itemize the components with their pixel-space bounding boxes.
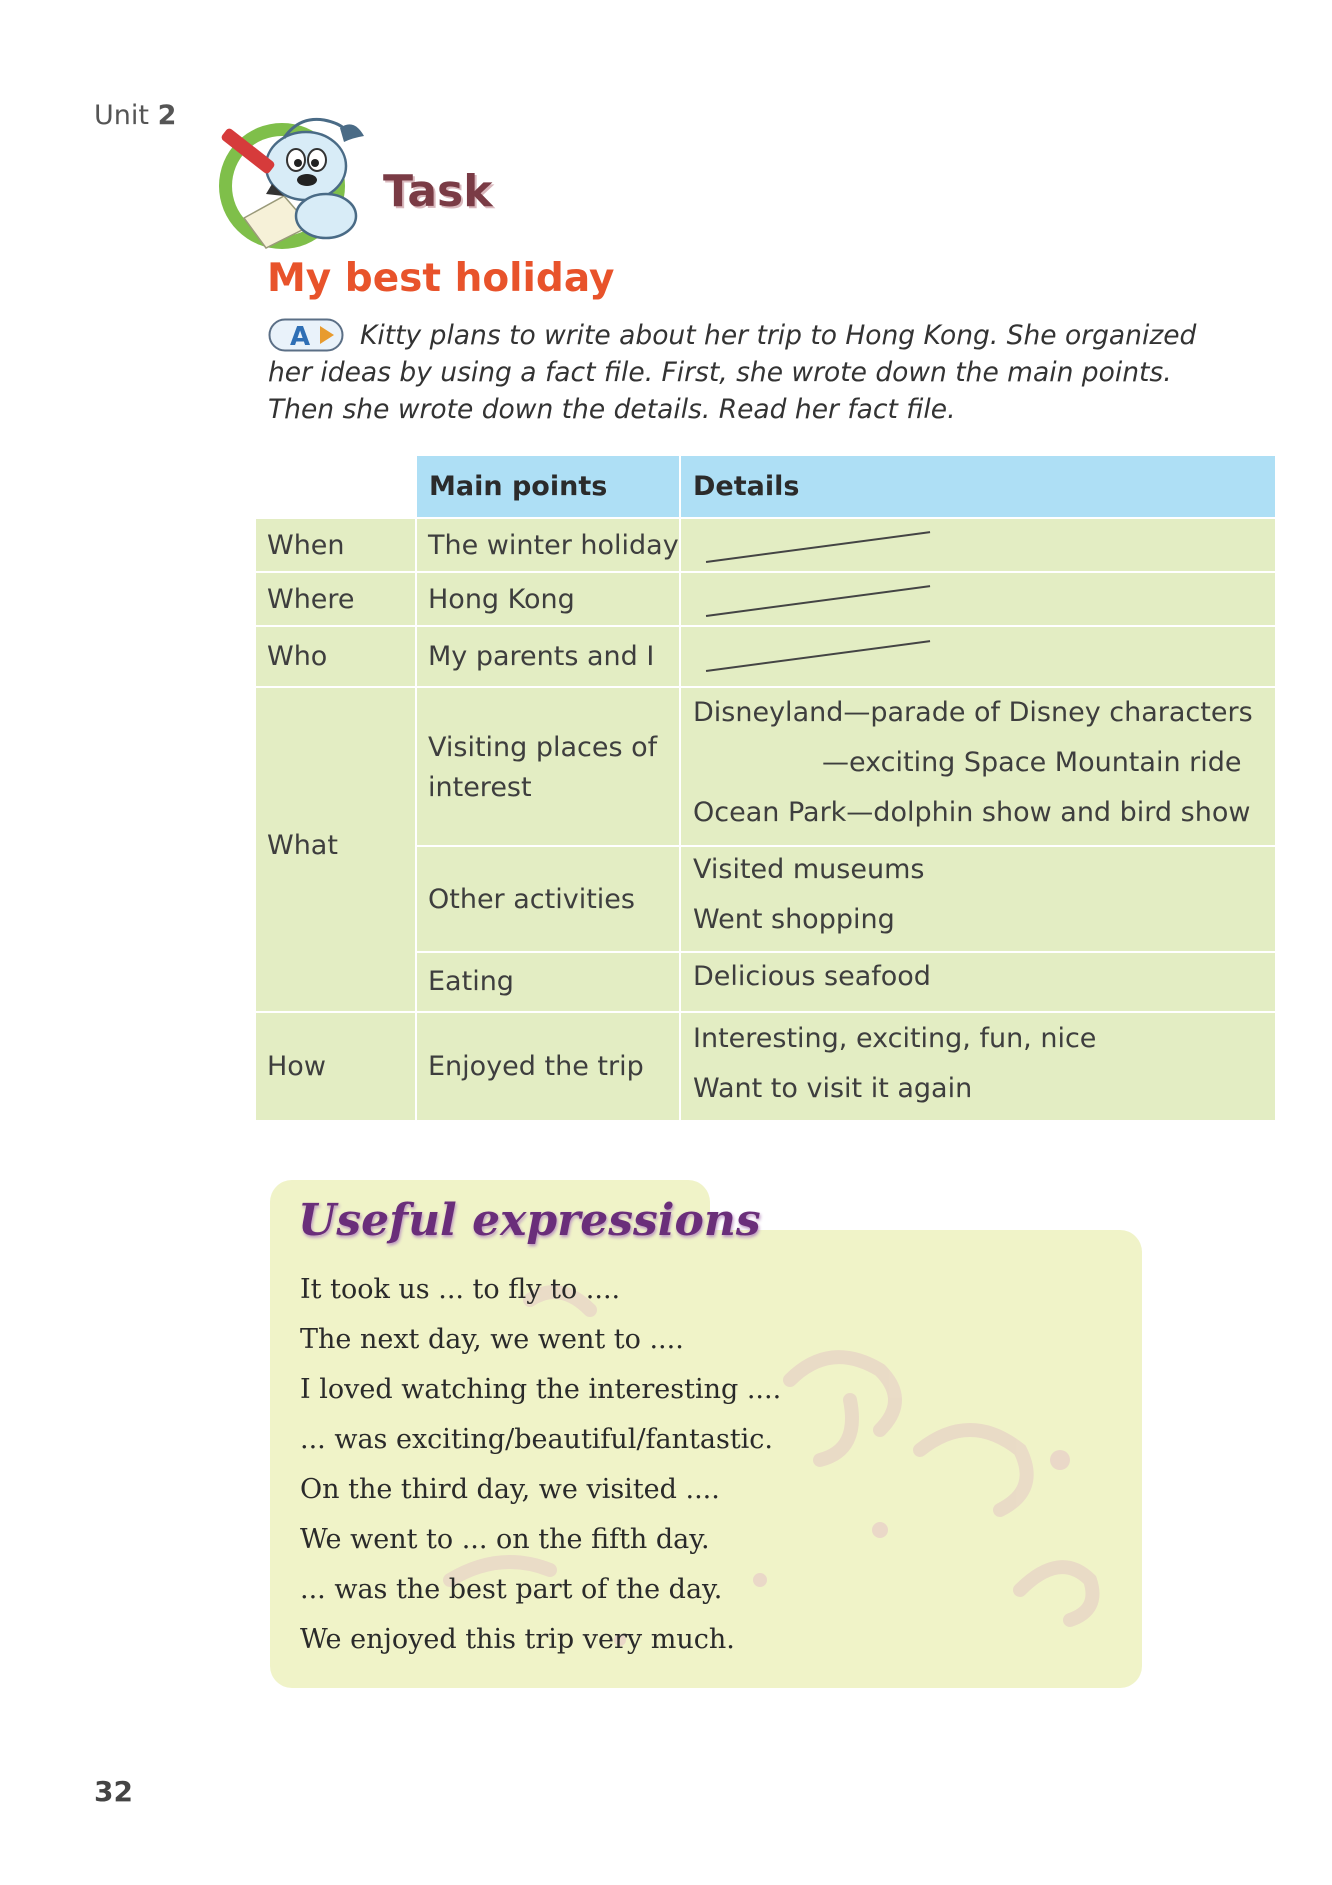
header-main-points: Main points xyxy=(417,456,679,517)
answer-line xyxy=(706,531,930,562)
main-when: The winter holiday xyxy=(417,519,679,571)
main-how: Enjoyed the trip xyxy=(417,1013,679,1120)
section-title: My best holiday xyxy=(267,256,615,301)
activity-letter: A xyxy=(290,322,311,352)
unit-word: Unit xyxy=(94,100,149,131)
intro-text: Kitty plans to write about her trip to Hong Kong. She organized her ideas by using a fact file. First, she wrote down the main points. Then she wrote down the details. Read her fact file. xyxy=(268,320,1197,425)
row-label-what: What xyxy=(256,688,415,1011)
details-who-blank xyxy=(681,627,1275,686)
header-details: Details xyxy=(681,456,1275,517)
expression-item: I loved watching the interesting .... xyxy=(300,1374,782,1405)
expression-item: ... was exciting/beautiful/fantastic. xyxy=(300,1424,774,1455)
expression-item: We enjoyed this trip very much. xyxy=(300,1624,735,1655)
row-label-where: Where xyxy=(256,573,415,625)
details-eating: Delicious seafood xyxy=(681,953,1275,1011)
main-where: Hong Kong xyxy=(417,573,679,625)
details-visiting-places: Disneyland—parade of Disney characters —exciting Space Mountain ride Ocean Park—dolphin show and bird show xyxy=(681,688,1275,845)
dog-mascot-icon xyxy=(214,108,374,253)
answer-line xyxy=(706,640,930,671)
expression-item: It took us ... to fly to .... xyxy=(300,1274,621,1305)
unit-label xyxy=(94,100,176,131)
details-how: Interesting, exciting, fun, nice Want to visit it again xyxy=(681,1013,1275,1120)
expression-item: The next day, we went to .... xyxy=(300,1324,684,1355)
details-other-activities: Visited museums Went shopping xyxy=(681,847,1275,951)
task-title: Task xyxy=(383,166,493,217)
details-when-blank xyxy=(681,519,1275,571)
main-other-activities: Other activities xyxy=(417,847,679,951)
fact-file-table xyxy=(256,456,1275,1120)
ocean-park: Ocean Park—dolphin show and bird show xyxy=(693,797,1251,828)
answer-line xyxy=(706,585,930,616)
expression-item: We went to ... on the fifth day. xyxy=(300,1524,710,1555)
expression-item: On the third day, we visited .... xyxy=(300,1474,720,1505)
row-label-how: How xyxy=(256,1013,415,1120)
row-label-when: When xyxy=(256,519,415,571)
main-eating: Eating xyxy=(417,953,679,1011)
details-where-blank xyxy=(681,573,1275,625)
main-visiting-places: Visiting places of interest xyxy=(417,688,679,845)
row-label-who: Who xyxy=(256,627,415,686)
disneyland: Disneyland xyxy=(693,697,844,728)
expression-item: ... was the best part of the day. xyxy=(300,1574,723,1605)
useful-expressions-list xyxy=(300,1265,781,1665)
useful-expressions-title: Useful expressions xyxy=(298,1195,761,1246)
unit-number: 2 xyxy=(157,100,177,131)
page-number: 32 xyxy=(94,1775,133,1808)
main-who: My parents and I xyxy=(417,627,679,686)
